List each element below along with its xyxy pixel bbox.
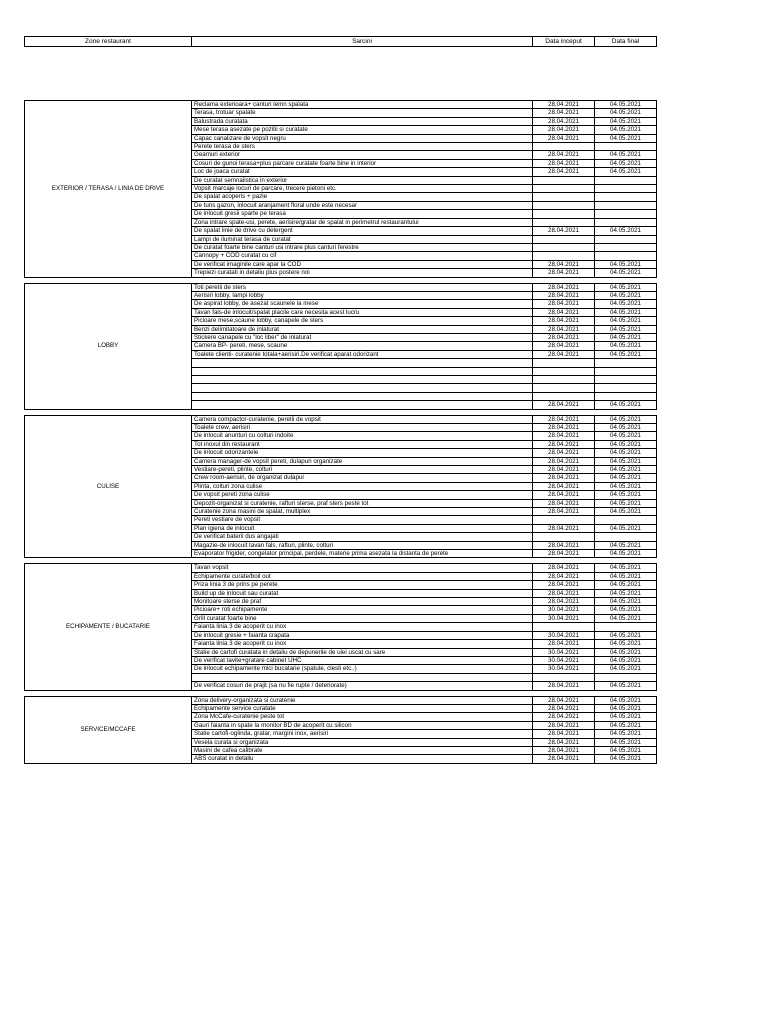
end-date-cell: 04.05.2021 — [595, 755, 657, 763]
start-date-cell: 30.04.2021 — [533, 631, 595, 639]
start-date-cell: 28.04.2021 — [533, 342, 595, 350]
start-date-cell — [533, 673, 595, 681]
task-cell — [192, 384, 533, 392]
task-cell: De spalat linie de drive cu detergent — [192, 227, 533, 235]
start-date-cell: 28.04.2021 — [533, 283, 595, 291]
start-date-cell — [533, 367, 595, 375]
end-date-cell: 04.05.2021 — [595, 227, 657, 235]
end-date-cell: 04.05.2021 — [595, 589, 657, 597]
start-date-cell — [533, 392, 595, 400]
end-date-cell: 04.05.2021 — [595, 508, 657, 516]
start-date-cell: 28.04.2021 — [533, 746, 595, 754]
end-date-cell: 04.05.2021 — [595, 738, 657, 746]
end-date-cell — [595, 375, 657, 383]
task-cell: De verificat baterii dus angajati — [192, 533, 533, 541]
task-cell: Perete terasa de sters — [192, 143, 533, 151]
zone-label: EXTERIOR / TERASA / LINIA DE DRIVE — [25, 101, 192, 278]
table-row — [25, 283, 657, 291]
end-date-cell — [595, 193, 657, 201]
task-cell: De tuns gazon, inlocuit aranjament floral unde este necesar — [192, 201, 533, 209]
end-date-cell — [595, 359, 657, 367]
end-date-cell: 04.05.2021 — [595, 564, 657, 572]
end-date-cell: 04.05.2021 — [595, 665, 657, 673]
start-date-cell: 28.04.2021 — [533, 350, 595, 358]
task-cell: De inlocuit anunturi cu colturi indoite — [192, 432, 533, 440]
end-date-cell: 04.05.2021 — [595, 550, 657, 558]
task-cell: Build up de inlocuit sau curatat — [192, 589, 533, 597]
zone-label: CULISE — [25, 415, 192, 558]
zone-label: LOBBY — [25, 283, 192, 409]
start-date-cell: 28.04.2021 — [533, 227, 595, 235]
start-date-cell: 28.04.2021 — [533, 696, 595, 704]
start-date-cell: 28.04.2021 — [533, 159, 595, 167]
start-date-cell: 28.04.2021 — [533, 491, 595, 499]
end-date-cell: 04.05.2021 — [595, 631, 657, 639]
start-date-cell: 28.04.2021 — [533, 465, 595, 473]
task-cell: Camera compactor-curatenie, peretii de vopsit — [192, 415, 533, 423]
end-date-cell: 04.05.2021 — [595, 465, 657, 473]
start-date-cell — [533, 143, 595, 151]
header-start-date: Data inceput — [533, 37, 595, 47]
end-date-cell: 04.05.2021 — [595, 682, 657, 690]
task-cell: Balustrada curatata — [192, 117, 533, 125]
end-date-cell: 04.05.2021 — [595, 541, 657, 549]
zone-label: ECHIPAMENTE / BUCATARIE — [25, 564, 192, 690]
end-date-cell — [595, 384, 657, 392]
end-date-cell: 04.05.2021 — [595, 415, 657, 423]
end-date-cell: 04.05.2021 — [595, 283, 657, 291]
task-cell: ABS curatat in detaliu — [192, 755, 533, 763]
end-date-cell: 04.05.2021 — [595, 134, 657, 142]
end-date-cell — [595, 673, 657, 681]
tasks-table-body — [25, 101, 657, 764]
start-date-cell: 28.04.2021 — [533, 550, 595, 558]
task-cell: Faianta linia 3 de acoperit cu inox — [192, 623, 533, 631]
task-cell: Cosuri de gunoi terasa+plus parcare curatate foarte bine in interior — [192, 159, 533, 167]
task-cell: Toalete clienti- curatenie totala+aerisiri.De verificat aparat odorizant — [192, 350, 533, 358]
start-date-cell: 28.04.2021 — [533, 401, 595, 409]
end-date-cell: 04.05.2021 — [595, 117, 657, 125]
task-cell: Grill curatat foarte bine — [192, 614, 533, 622]
end-date-cell — [595, 252, 657, 260]
end-date-cell: 04.05.2021 — [595, 713, 657, 721]
start-date-cell — [533, 176, 595, 184]
start-date-cell: 28.04.2021 — [533, 482, 595, 490]
task-cell: Vestiare-pereti, plinte, colturi — [192, 465, 533, 473]
task-cell: Evaporator frigider, congelator principal, perdele, materie prima asezata la distanta de perete — [192, 550, 533, 558]
end-date-cell — [595, 185, 657, 193]
end-date-cell: 04.05.2021 — [595, 423, 657, 431]
start-date-cell — [533, 235, 595, 243]
start-date-cell: 28.04.2021 — [533, 474, 595, 482]
task-cell — [192, 367, 533, 375]
task-cell: De verificat cosuri de prajit (sa nu fie rupte / deteriorate) — [192, 682, 533, 690]
table-row — [25, 696, 657, 704]
end-date-cell: 04.05.2021 — [595, 572, 657, 580]
task-cell: De vopsit pereti zona culise — [192, 491, 533, 499]
start-date-cell: 28.04.2021 — [533, 440, 595, 448]
end-date-cell — [595, 176, 657, 184]
task-cell: Pereti vestiare de vopsit — [192, 516, 533, 524]
task-cell: Crew room-aerisiri, de organizat dulapul — [192, 474, 533, 482]
end-date-cell: 04.05.2021 — [595, 656, 657, 664]
task-cell: Vesela curata si organizata — [192, 738, 533, 746]
task-cell: De spalat acoperis + pazie — [192, 193, 533, 201]
end-date-cell: 04.05.2021 — [595, 101, 657, 109]
end-date-cell: 04.05.2021 — [595, 449, 657, 457]
start-date-cell: 28.04.2021 — [533, 564, 595, 572]
header-row — [25, 37, 657, 47]
end-date-cell: 04.05.2021 — [595, 432, 657, 440]
start-date-cell: 30.04.2021 — [533, 648, 595, 656]
task-cell: De aspirat lobby, de asezat scaunele la mese — [192, 300, 533, 308]
task-cell: Benzi delimitatoare de inlaturat — [192, 325, 533, 333]
end-date-cell: 04.05.2021 — [595, 333, 657, 341]
end-date-cell: 04.05.2021 — [595, 474, 657, 482]
task-cell: De verificat tavite+gratare cabinet UHC — [192, 656, 533, 664]
task-cell: Gauri faianta in spate la monitor BD de acoperit cu silicon — [192, 721, 533, 729]
start-date-cell: 28.04.2021 — [533, 101, 595, 109]
task-cell: Terasa, trotuar spalate — [192, 109, 533, 117]
end-date-cell — [595, 516, 657, 524]
task-cell: Loc de joaca curatat — [192, 168, 533, 176]
end-date-cell: 04.05.2021 — [595, 457, 657, 465]
tasks-table — [24, 100, 657, 764]
start-date-cell: 30.04.2021 — [533, 665, 595, 673]
end-date-cell — [595, 367, 657, 375]
end-date-cell: 04.05.2021 — [595, 640, 657, 648]
table-row — [25, 101, 657, 109]
end-date-cell — [595, 623, 657, 631]
start-date-cell: 28.04.2021 — [533, 432, 595, 440]
start-date-cell — [533, 359, 595, 367]
start-date-cell: 28.04.2021 — [533, 109, 595, 117]
end-date-cell — [595, 143, 657, 151]
start-date-cell: 28.04.2021 — [533, 572, 595, 580]
end-date-cell: 04.05.2021 — [595, 300, 657, 308]
start-date-cell — [533, 516, 595, 524]
task-cell: Statie cartofi-oglinda, gratar, margini inox, aerisiri — [192, 730, 533, 738]
start-date-cell — [533, 243, 595, 251]
start-date-cell: 28.04.2021 — [533, 300, 595, 308]
start-date-cell: 28.04.2021 — [533, 730, 595, 738]
start-date-cell: 28.04.2021 — [533, 423, 595, 431]
start-date-cell: 28.04.2021 — [533, 151, 595, 159]
start-date-cell — [533, 185, 595, 193]
header-table — [24, 36, 657, 47]
task-cell: De inlocuit gresie + faianta crapata — [192, 631, 533, 639]
task-cell: De inlocuit gresii sparte pe terasa — [192, 210, 533, 218]
table-row — [25, 415, 657, 423]
start-date-cell: 28.04.2021 — [533, 291, 595, 299]
task-cell: Toti peretii de sters — [192, 283, 533, 291]
task-cell: Picioare+ roti echipamente — [192, 606, 533, 614]
end-date-cell: 04.05.2021 — [595, 325, 657, 333]
task-cell — [192, 673, 533, 681]
task-cell: Vopsit marcaje locuri de parcare, trecere pietoni etc. — [192, 185, 533, 193]
end-date-cell: 04.05.2021 — [595, 159, 657, 167]
end-date-cell: 04.05.2021 — [595, 730, 657, 738]
end-date-cell: 04.05.2021 — [595, 696, 657, 704]
start-date-cell: 28.04.2021 — [533, 260, 595, 268]
end-date-cell: 04.05.2021 — [595, 168, 657, 176]
task-cell: De inlocuit odorizantele — [192, 449, 533, 457]
start-date-cell: 28.04.2021 — [533, 317, 595, 325]
end-date-cell: 04.05.2021 — [595, 342, 657, 350]
task-cell: Echipamente curate/boil out — [192, 572, 533, 580]
end-date-cell: 04.05.2021 — [595, 126, 657, 134]
task-cell: Picioare mese,scaune lobby, canapele de sters — [192, 317, 533, 325]
task-cell: Lampi de iluminat terasa de curatat — [192, 235, 533, 243]
start-date-cell: 28.04.2021 — [533, 738, 595, 746]
task-cell: Magazie-de inlocuit tavan fals, rafturi, plinte, colturi — [192, 541, 533, 549]
header-zone: Zone restaurant — [25, 37, 192, 47]
header-end-date: Data final — [595, 37, 657, 47]
header-tasks: Sarcini — [192, 37, 533, 47]
start-date-cell — [533, 384, 595, 392]
zone-label: SERVICE/MCCAFE — [25, 696, 192, 763]
start-date-cell — [533, 210, 595, 218]
task-cell: Reclama exterioara+ canturi lemn spalata — [192, 101, 533, 109]
start-date-cell: 28.04.2021 — [533, 541, 595, 549]
end-date-cell: 04.05.2021 — [595, 350, 657, 358]
end-date-cell: 04.05.2021 — [595, 721, 657, 729]
start-date-cell: 28.04.2021 — [533, 168, 595, 176]
task-cell: Zona McCafe-curatenie peste tot — [192, 713, 533, 721]
task-cell: Camera BP- pereti, mese, scaune — [192, 342, 533, 350]
start-date-cell: 28.04.2021 — [533, 524, 595, 532]
task-cell: De inlocuit echipamente mici bucatarie (spatule, clesti etc..) — [192, 665, 533, 673]
end-date-cell — [595, 533, 657, 541]
start-date-cell: 28.04.2021 — [533, 598, 595, 606]
start-date-cell: 28.04.2021 — [533, 508, 595, 516]
start-date-cell: 30.04.2021 — [533, 606, 595, 614]
end-date-cell: 04.05.2021 — [595, 581, 657, 589]
task-cell: Aerisiri lobby, lampi lobby — [192, 291, 533, 299]
start-date-cell: 28.04.2021 — [533, 499, 595, 507]
task-cell: Tavan fals-de inlocuit/spalat placile care necesita acest lucru — [192, 308, 533, 316]
start-date-cell — [533, 623, 595, 631]
start-date-cell: 28.04.2021 — [533, 269, 595, 277]
start-date-cell: 28.04.2021 — [533, 589, 595, 597]
task-cell: Plan igiena de inlocuit — [192, 524, 533, 532]
task-cell: Geamuri exterior — [192, 151, 533, 159]
start-date-cell: 28.04.2021 — [533, 415, 595, 423]
end-date-cell: 04.05.2021 — [595, 746, 657, 754]
task-cell — [192, 375, 533, 383]
end-date-cell — [595, 392, 657, 400]
end-date-cell: 04.05.2021 — [595, 151, 657, 159]
start-date-cell — [533, 533, 595, 541]
end-date-cell: 04.05.2021 — [595, 260, 657, 268]
end-date-cell: 04.05.2021 — [595, 317, 657, 325]
end-date-cell: 04.05.2021 — [595, 401, 657, 409]
start-date-cell: 28.04.2021 — [533, 721, 595, 729]
task-cell: Tot inoxul din restaurant — [192, 440, 533, 448]
task-cell: Zona intrare spate-usi, perete, aerisire/gratar de spalat in perimetrul restaurantului — [192, 218, 533, 226]
task-cell: Priza linia 3 de prins pe perete — [192, 581, 533, 589]
task-cell: Tavan vopsit — [192, 564, 533, 572]
start-date-cell: 28.04.2021 — [533, 333, 595, 341]
end-date-cell: 04.05.2021 — [595, 109, 657, 117]
end-date-cell: 04.05.2021 — [595, 269, 657, 277]
end-date-cell: 04.05.2021 — [595, 291, 657, 299]
task-cell: Capac canalizare de vopsit negru — [192, 134, 533, 142]
task-cell: Camera manager-de vopsit pereti, dulapuri organizate — [192, 457, 533, 465]
table-row — [25, 564, 657, 572]
end-date-cell — [595, 201, 657, 209]
start-date-cell: 28.04.2021 — [533, 682, 595, 690]
start-date-cell — [533, 201, 595, 209]
start-date-cell: 28.04.2021 — [533, 457, 595, 465]
task-cell: Faianta linia 3 de acoperit cu inox — [192, 640, 533, 648]
start-date-cell: 28.04.2021 — [533, 117, 595, 125]
end-date-cell: 04.05.2021 — [595, 704, 657, 712]
start-date-cell: 28.04.2021 — [533, 581, 595, 589]
end-date-cell: 04.05.2021 — [595, 491, 657, 499]
start-date-cell: 28.04.2021 — [533, 126, 595, 134]
start-date-cell: 28.04.2021 — [533, 755, 595, 763]
end-date-cell: 04.05.2021 — [595, 606, 657, 614]
end-date-cell: 04.05.2021 — [595, 440, 657, 448]
task-cell: Depozit-organizat si curatenie, rafturi sterse, praf sters peste tot — [192, 499, 533, 507]
task-cell: Cannopy + COD curatat cu cif — [192, 252, 533, 260]
end-date-cell — [595, 235, 657, 243]
task-cell — [192, 401, 533, 409]
task-cell: Monitoare sterse de praf — [192, 598, 533, 606]
end-date-cell: 04.05.2021 — [595, 648, 657, 656]
end-date-cell — [595, 210, 657, 218]
end-date-cell: 04.05.2021 — [595, 614, 657, 622]
end-date-cell: 04.05.2021 — [595, 598, 657, 606]
task-cell: Trepiezi curatati in detaliu plus postere noi — [192, 269, 533, 277]
start-date-cell: 30.04.2021 — [533, 656, 595, 664]
task-cell: De verificat imaginile care apar la COD — [192, 260, 533, 268]
task-cell: Curatenie zona masini de spalat, multiplex — [192, 508, 533, 516]
start-date-cell — [533, 218, 595, 226]
task-cell: Mese terasa asezate pe pozitii si curatate — [192, 126, 533, 134]
start-date-cell — [533, 375, 595, 383]
end-date-cell: 04.05.2021 — [595, 499, 657, 507]
end-date-cell — [595, 218, 657, 226]
start-date-cell: 28.04.2021 — [533, 449, 595, 457]
start-date-cell: 28.04.2021 — [533, 640, 595, 648]
task-cell: Zona delivery-organizata si curatenie — [192, 696, 533, 704]
start-date-cell: 28.04.2021 — [533, 325, 595, 333]
start-date-cell: 28.04.2021 — [533, 134, 595, 142]
end-date-cell: 04.05.2021 — [595, 308, 657, 316]
task-cell — [192, 392, 533, 400]
task-cell: De curatat semnalistica in exterior — [192, 176, 533, 184]
task-cell: Toalete crew, aerisiri — [192, 423, 533, 431]
start-date-cell — [533, 193, 595, 201]
task-cell: Stickere canapele cu "loc liber" de inlaturat — [192, 333, 533, 341]
end-date-cell: 04.05.2021 — [595, 482, 657, 490]
start-date-cell — [533, 252, 595, 260]
task-cell — [192, 359, 533, 367]
start-date-cell: 28.04.2021 — [533, 308, 595, 316]
task-cell: De curatat foarte bine canturi usi intrare plus canturi ferestre — [192, 243, 533, 251]
start-date-cell: 28.04.2021 — [533, 704, 595, 712]
task-cell: Echipamente service curatate — [192, 704, 533, 712]
end-date-cell: 04.05.2021 — [595, 524, 657, 532]
task-cell: Masini de cafea calibrate — [192, 746, 533, 754]
start-date-cell: 30.04.2021 — [533, 614, 595, 622]
task-cell: Plinta, colturi zona culise — [192, 482, 533, 490]
start-date-cell: 28.04.2021 — [533, 713, 595, 721]
end-date-cell — [595, 243, 657, 251]
task-cell: Statie de cartofi curatata in detaliu de depunerile de ulei uscat cu sare — [192, 648, 533, 656]
